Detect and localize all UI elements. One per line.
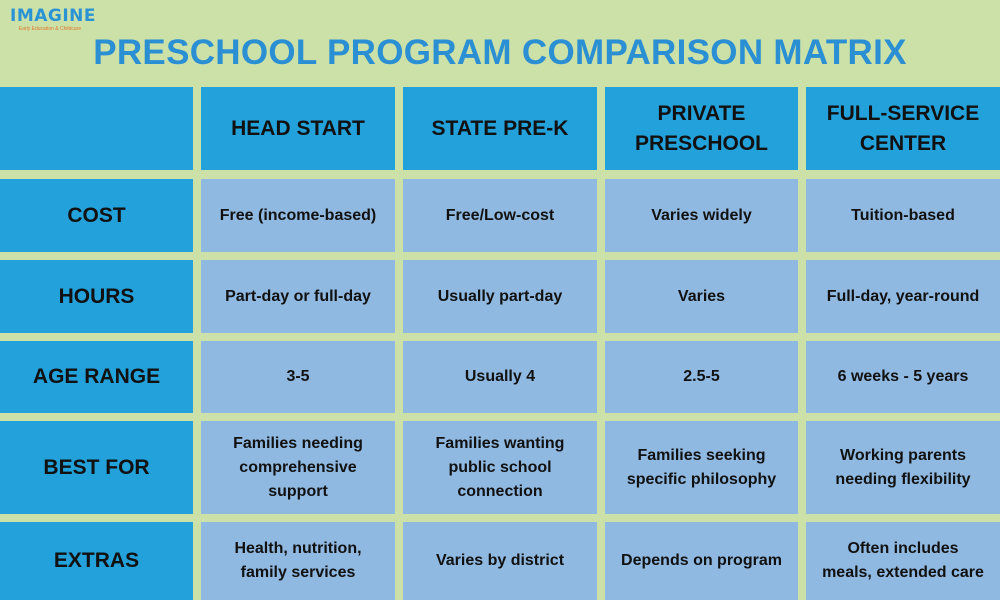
- row-label-cost: COST: [0, 179, 193, 252]
- table-cell: Working parents needing flexibility: [806, 421, 1000, 514]
- table-cell: Usually part-day: [403, 260, 597, 333]
- table-cell: Families seeking specific philosophy: [605, 421, 798, 514]
- row-label-best-for: BEST FOR: [0, 421, 193, 514]
- logo: [10, 6, 97, 33]
- row-label-hours: HOURS: [0, 260, 193, 333]
- header-corner-cell: [0, 87, 193, 170]
- table-cell: Often includes meals, extended care: [806, 522, 1000, 600]
- table-cell: 3-5: [201, 341, 395, 413]
- logo-tagline: Early Education & Childcare: [18, 26, 82, 32]
- table-cell: Free (income-based): [201, 179, 395, 252]
- table-cell: 2.5-5: [605, 341, 798, 413]
- table-cell: 6 weeks - 5 years: [806, 341, 1000, 413]
- table-cell: Free/Low-cost: [403, 179, 597, 252]
- table-cell: Tuition-based: [806, 179, 1000, 252]
- column-header-full-service-center: FULL-SERVICE CENTER: [806, 87, 1000, 170]
- table-cell: Usually 4: [403, 341, 597, 413]
- table-cell: Full-day, year-round: [806, 260, 1000, 333]
- column-header-head-start: HEAD START: [201, 87, 395, 170]
- row-label-extras: EXTRAS: [0, 522, 193, 600]
- table-cell: Varies by district: [403, 522, 597, 600]
- table-cell: Varies: [605, 260, 798, 333]
- table-cell: Part-day or full-day: [201, 260, 395, 333]
- table-cell: Varies widely: [605, 179, 798, 252]
- table-cell: Families needing comprehensive support: [201, 421, 395, 514]
- page-title: PRESCHOOL PROGRAM COMPARISON MATRIX: [93, 33, 907, 72]
- logo-name: IMAGINE: [10, 6, 97, 26]
- table-cell: Depends on program: [605, 522, 798, 600]
- column-header-state-pre-k: STATE PRE-K: [403, 87, 597, 170]
- table-cell: Families wanting public school connection: [403, 421, 597, 514]
- row-label-age-range: AGE RANGE: [0, 341, 193, 413]
- column-header-private-preschool: PRIVATE PRESCHOOL: [605, 87, 798, 170]
- table-cell: Health, nutrition, family services: [201, 522, 395, 600]
